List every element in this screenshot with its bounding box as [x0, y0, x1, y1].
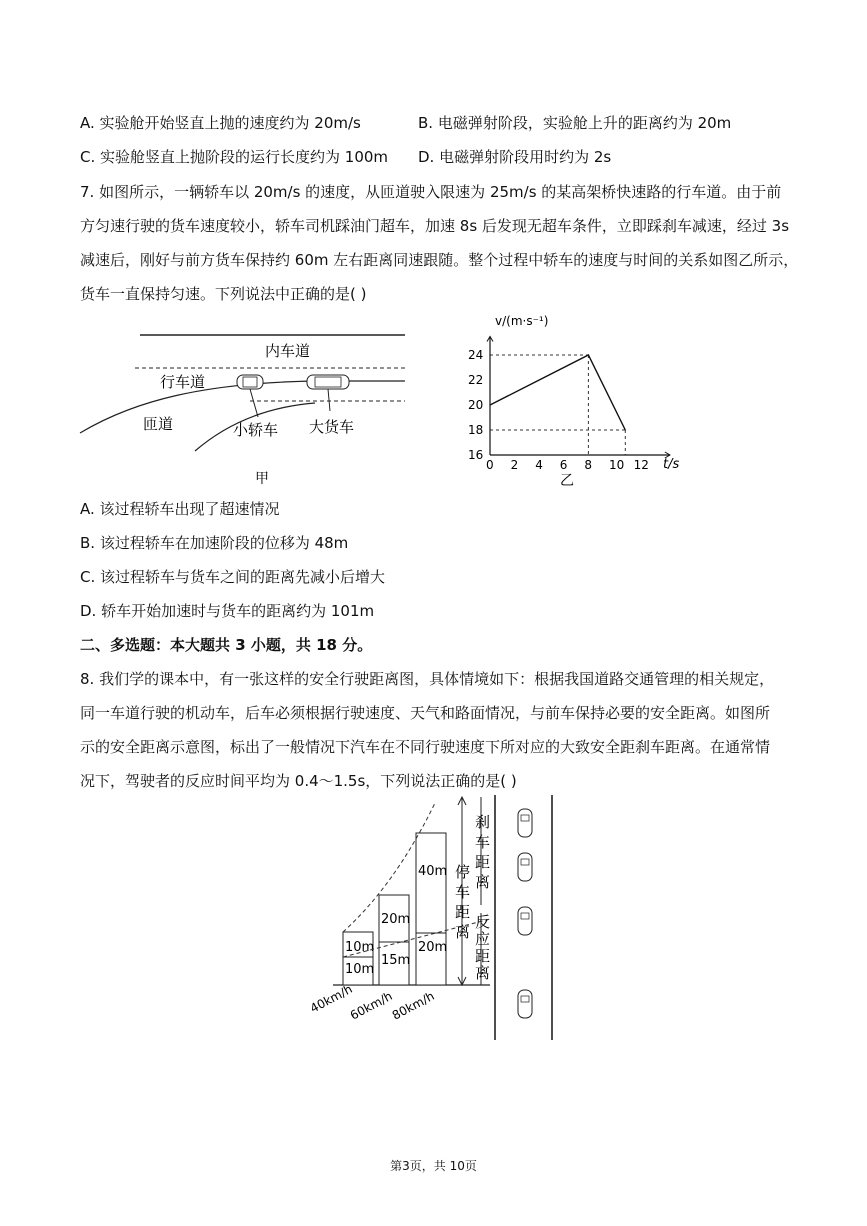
bar-40-braking-label: 10m [345, 940, 375, 955]
x-tick-label: 2 [510, 458, 519, 472]
bar-40-reaction-label: 10m [345, 962, 375, 977]
car-label: 小轿车 [233, 421, 279, 439]
y-tick-label: 24 [468, 348, 484, 362]
q7-stem-line2: 方匀速行驶的货车速度较小，轿车司机踩油门超车，加速 8s 后发现无超车条件，立即踩刹车减速，经过 3s [80, 217, 790, 235]
braking-distance-char: 离 [475, 873, 491, 891]
braking-distance-char: 刹 [475, 813, 491, 831]
bar-60-kmh [379, 895, 409, 985]
reaction-distance-char: 距 [475, 947, 491, 965]
safe-distance-diagram [305, 795, 575, 1045]
driving-lane-label: 行车道 [160, 373, 206, 391]
bar-60-reaction-label: 15m [381, 953, 411, 968]
vt-chart [455, 305, 695, 490]
chart-ylabel: v/(m·s⁻¹) [495, 314, 549, 328]
road-diagram [75, 325, 415, 495]
section-heading-multi-choice: 二、多选题：本大题共 3 小题，共 18 分。 [80, 636, 373, 654]
series-line-car-speed [490, 355, 625, 430]
truck-label: 大货车 [309, 418, 355, 436]
stopping-distance-char: 停 [455, 863, 471, 881]
x-tick-label: 0 [486, 458, 494, 472]
q7-stem-line1: 7. 如图所示，一辆轿车以 20m/s 的速度，从匝道驶入限速为 25m/s 的某高架桥快速路的行车道。由于前 [80, 183, 782, 201]
car-icon-1 [518, 809, 532, 837]
q8-stem-line2: 同一车道行驶的机动车，后车必须根据行驶速度、天气和路面情况，与前车保持必要的安全距离。如图所 [80, 704, 771, 722]
stopping-distance-char: 车 [455, 883, 471, 901]
q8-stem-line1: 8. 我们学的课本中，有一张这样的安全行驶距离图，具体情境如下：根据我国道路交通管理的相关规定， [80, 670, 775, 688]
car-icon-3 [518, 907, 532, 935]
y-tick-label: 16 [468, 448, 484, 462]
speed-80-label: 80km/h [389, 988, 437, 1023]
figure-a-caption: 甲 [255, 471, 269, 487]
ramp-label: 匝道 [143, 415, 174, 433]
q6-option-c: C. 实验舱竖直上抛阶段的运行长度约为 100m [80, 148, 389, 166]
stopping-distance-text [455, 863, 470, 941]
chart-title: 乙 [560, 473, 574, 489]
inner-lane-label: 内车道 [265, 342, 311, 360]
reaction-distance-char: 反 [475, 913, 491, 931]
y-tick-label: 18 [468, 423, 484, 437]
speed-40-label: 40km/h [307, 981, 355, 1016]
bar-80-reaction-label: 20m [418, 940, 448, 955]
q7-option-a: A. 该过程轿车出现了超速情况 [80, 500, 280, 518]
bar-80-braking-label: 40m [418, 864, 448, 879]
x-tick-label: 6 [559, 458, 568, 472]
q6-option-d: D. 电磁弹射阶段用时约为 2s [418, 148, 612, 166]
bar-80-kmh [416, 833, 446, 985]
reaction-distance-char: 离 [475, 964, 491, 982]
braking-distance-char: 车 [475, 833, 491, 851]
stopping-distance-char: 离 [455, 923, 471, 941]
q7-option-d: D. 轿车开始加速时与货车的距离约为 101m [80, 602, 375, 620]
reaction-distance-char: 应 [475, 930, 491, 948]
chart-xlabel: t/s [663, 457, 680, 472]
q7-option-b: B. 该过程轿车在加速阶段的位移为 48m [80, 534, 349, 552]
speed-60-label: 60km/h [347, 988, 395, 1023]
q7-stem-line4: 货车一直保持匀速。下列说法中正确的是( ) [80, 285, 367, 303]
q6-option-a: A. 实验舱开始竖直上抛的速度约为 20m/s [80, 114, 361, 132]
y-tick-label: 20 [468, 398, 484, 412]
x-tick-label: 8 [584, 458, 593, 472]
q7-stem-line3: 减速后，刚好与前方货车保持约 60m 左右距离同速跟随。整个过程中轿车的速度与时间的关系如图乙所示， [80, 251, 799, 269]
braking-distance-label [475, 813, 490, 891]
bar-60-braking-label: 20m [381, 912, 411, 927]
x-tick-label: 4 [535, 458, 543, 472]
braking-distance-char: 距 [475, 853, 491, 871]
x-tick-label: 10 [609, 458, 625, 472]
car-icon-4 [518, 990, 532, 1018]
q7-option-c: C. 该过程轿车与货车之间的距离先减小后增大 [80, 568, 386, 586]
q8-stem-line4: 况下，驾驶者的反应时间平均为 0.4～1.5s，下列说法正确的是( ) [80, 772, 517, 790]
stopping-distance-char: 距 [455, 903, 471, 921]
x-tick-label: 12 [633, 458, 649, 472]
q8-stem-line3: 示的安全距离示意图，标出了一般情况下汽车在不同行驶速度下所对应的大致安全距刹车距离。在通常情 [80, 738, 771, 756]
q6-option-b: B. 电磁弹射阶段，实验舱上升的距离约为 20m [418, 114, 732, 132]
page-footer: 第3页，共 10页 [390, 1159, 477, 1173]
car-icon-2 [518, 853, 532, 881]
y-tick-label: 22 [468, 373, 484, 387]
reaction-distance-label [475, 913, 490, 982]
